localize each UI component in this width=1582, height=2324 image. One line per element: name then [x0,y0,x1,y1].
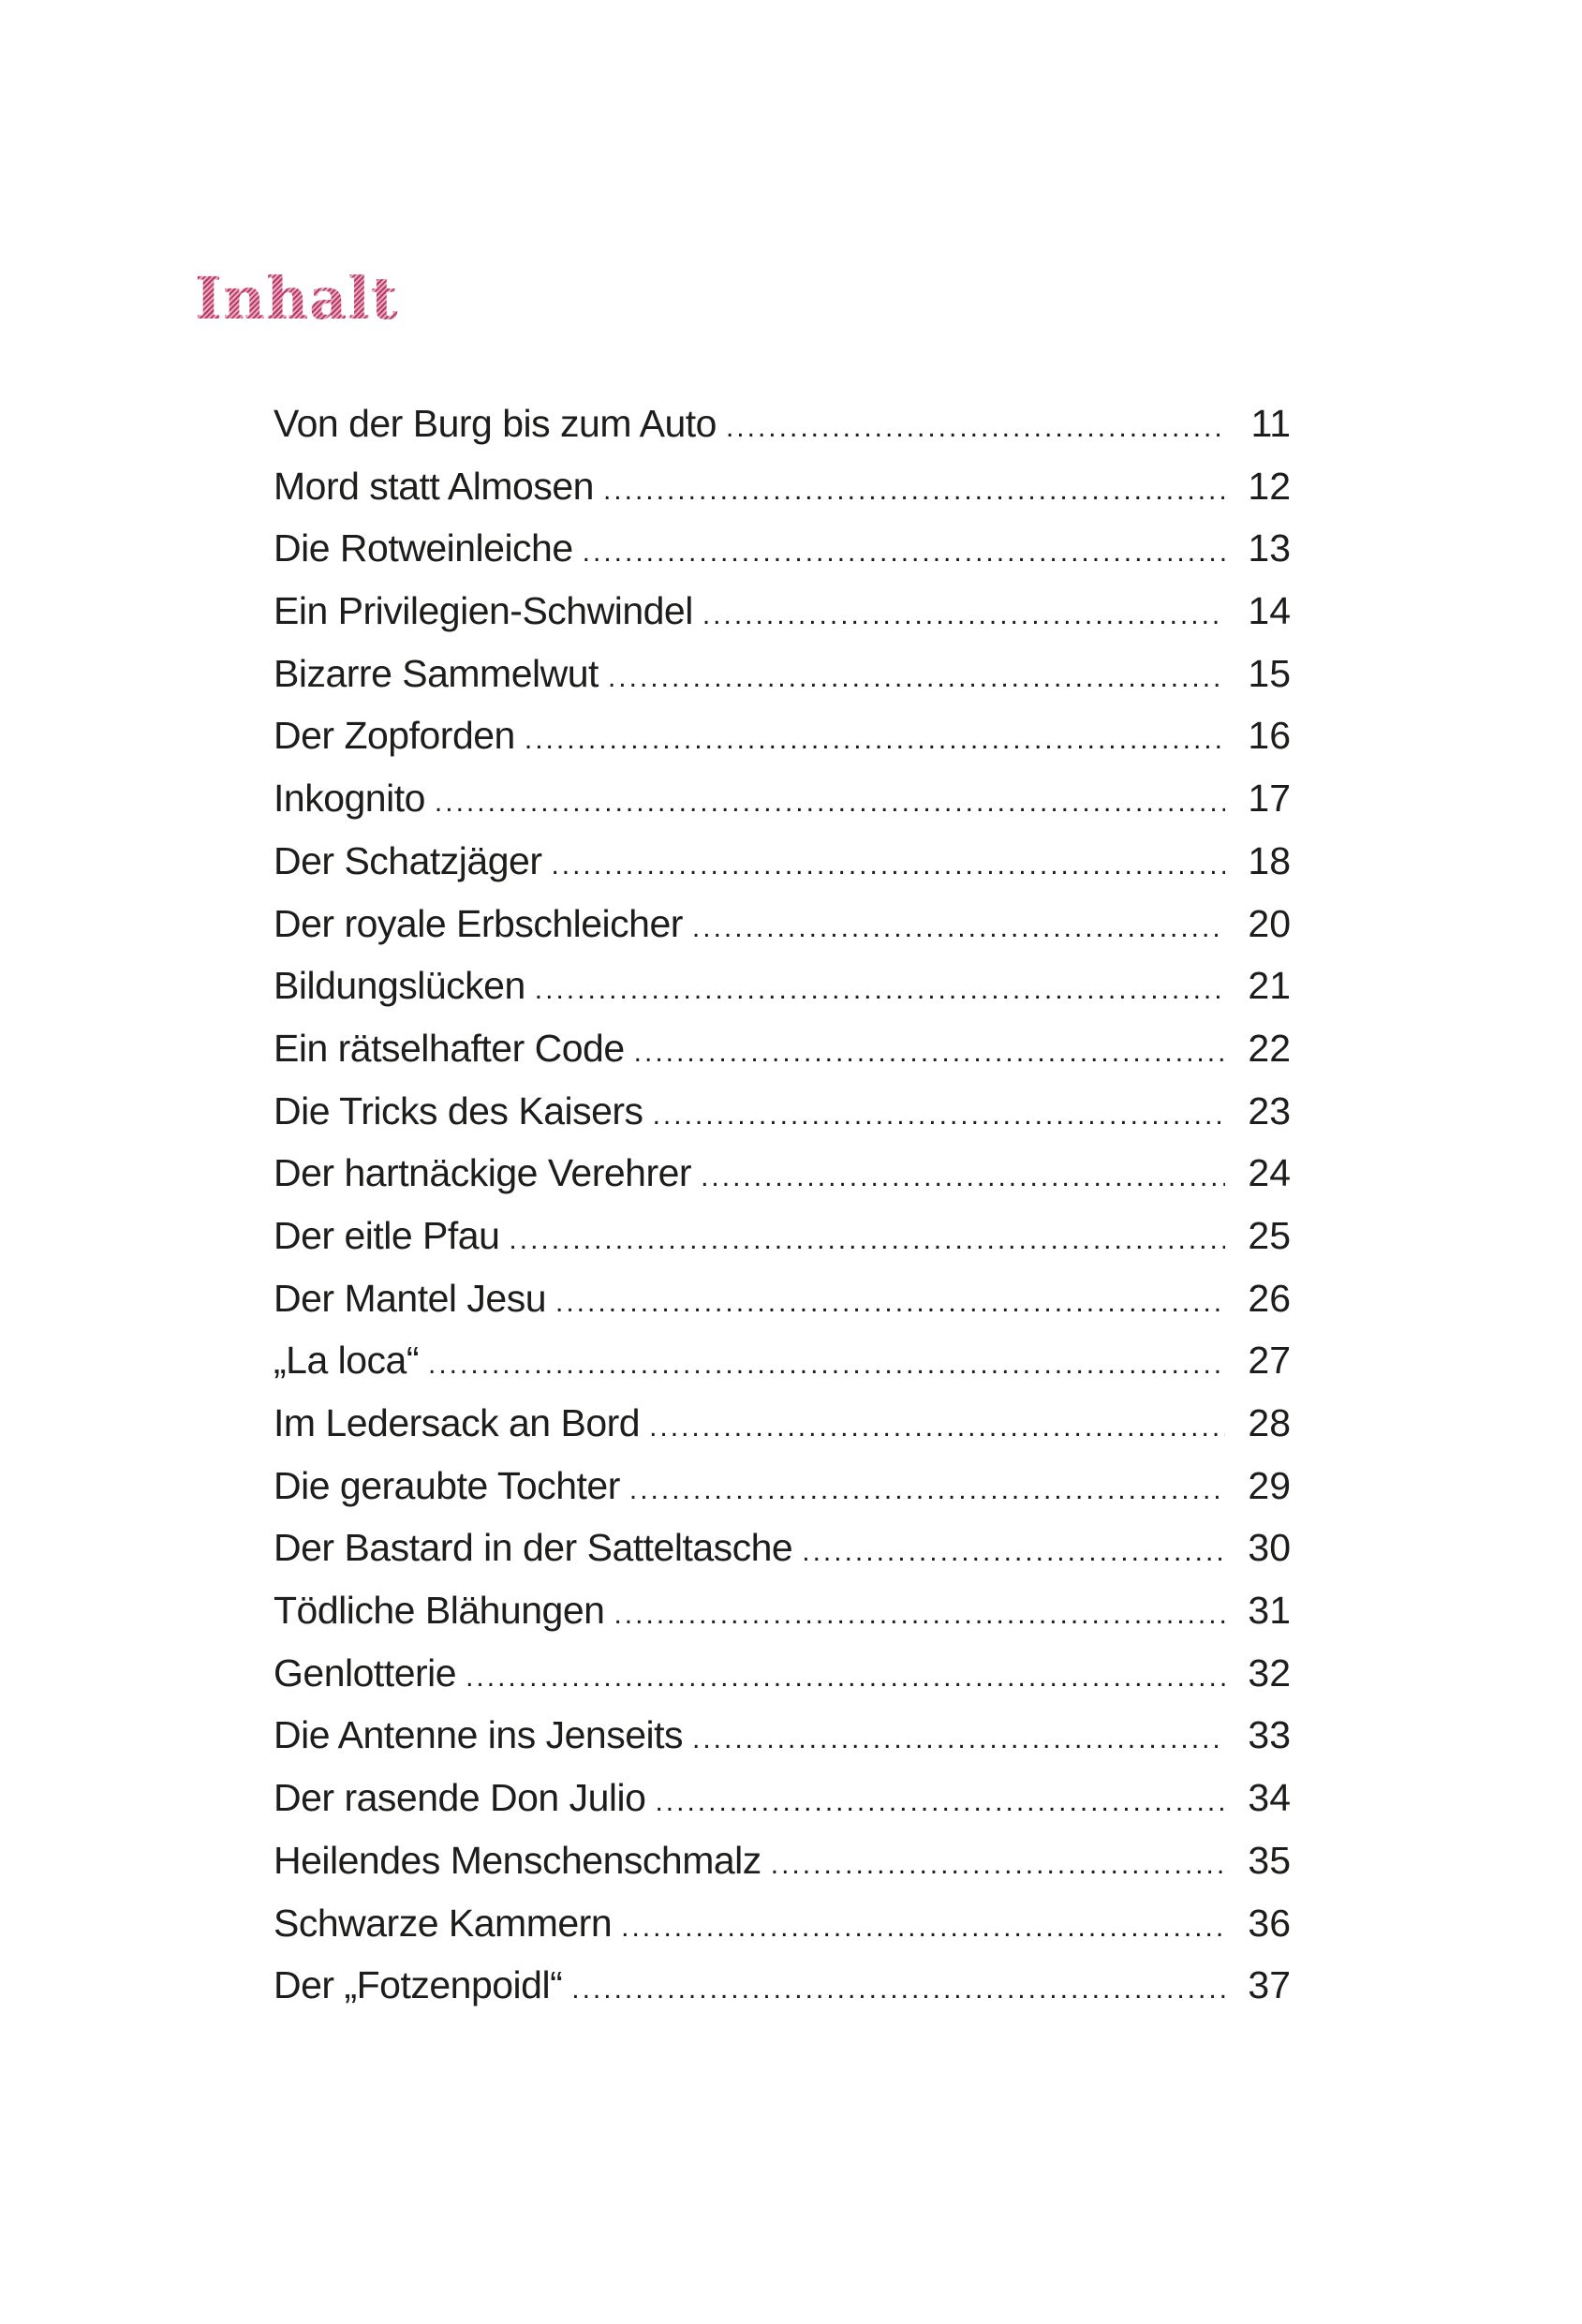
dot-leader [608,647,1225,710]
toc-entry-title: Der Mantel Jesu [274,1276,547,1320]
toc-entry-title: Ein rätselhafter Code [274,1026,625,1070]
dot-leader [702,585,1225,647]
toc-entry[interactable] [274,1579,1291,1642]
toc-entry-title: Der rasende Don Julio [274,1776,646,1820]
toc-entry-title: Die Antenne ins Jenseits [274,1713,683,1757]
toc-entry[interactable] [274,580,1291,643]
toc-entry[interactable] [274,830,1291,893]
dot-leader [649,1397,1225,1459]
toc-entry-page: 35 [1248,1838,1291,1882]
toc-entry-page: 27 [1248,1339,1291,1383]
table-of-contents [274,392,1291,2017]
toc-entry[interactable] [274,517,1291,580]
toc-entry-page: 36 [1248,1901,1291,1945]
toc-entry[interactable] [274,1392,1291,1455]
dot-leader [629,1459,1225,1522]
toc-entry-page: 14 [1248,589,1291,633]
toc-entry-page: 17 [1248,777,1291,821]
dot-leader [509,1209,1225,1272]
toc-entry[interactable] [274,1267,1291,1330]
toc-entry-page: 26 [1248,1276,1291,1320]
dot-leader [726,397,1225,460]
toc-entry-title: Die geraubte Tochter [274,1463,620,1507]
toc-entry[interactable] [274,643,1291,705]
toc-entry[interactable] [274,455,1291,518]
toc-entry[interactable] [274,1642,1291,1705]
toc-entry[interactable] [274,1767,1291,1829]
dot-leader [653,1085,1225,1147]
dot-leader [692,897,1225,960]
toc-entry-title: Der Zopforden [274,714,515,758]
toc-entry-title: Mord statt Almosen [274,464,594,508]
toc-entry-page: 22 [1248,1026,1291,1070]
toc-entry-title: Genlotterie [274,1650,457,1695]
toc-entry[interactable] [274,1517,1291,1579]
toc-entry-title: Die Rotweinleiche [274,526,573,570]
toc-entry-page: 37 [1248,1963,1291,2007]
dot-leader [621,1897,1225,1960]
toc-entry[interactable] [274,1954,1291,2017]
toc-entry-page: 33 [1248,1713,1291,1757]
dot-leader [802,1521,1225,1584]
toc-entry-page: 15 [1248,651,1291,695]
toc-entry-title: Der royale Erbschleicher [274,901,683,945]
toc-entry-title: Heilendes Menschenschmalz [274,1838,761,1882]
toc-entry[interactable] [274,767,1291,830]
toc-entry[interactable] [274,955,1291,1017]
toc-entry-page: 11 [1250,402,1291,445]
dot-leader [603,460,1225,523]
dot-leader [435,772,1225,835]
dot-leader [701,1147,1225,1209]
toc-entry[interactable] [274,1017,1291,1080]
toc-entry-page: 13 [1248,526,1291,570]
dot-leader [525,709,1225,772]
toc-entry-title: „La loca“ [274,1339,420,1383]
dot-leader [583,522,1225,585]
toc-entry-page: 30 [1248,1526,1291,1570]
toc-entry[interactable] [274,392,1291,455]
toc-entry-page: 29 [1248,1463,1291,1507]
toc-entry[interactable] [274,1080,1291,1143]
toc-entry-page: 32 [1248,1650,1291,1695]
dot-leader [466,1647,1225,1710]
dot-leader [551,835,1225,897]
toc-entry-page: 34 [1248,1776,1291,1820]
toc-entry-title: Der Schatzjäger [274,838,542,882]
toc-entry-page: 18 [1248,838,1291,882]
toc-entry-title: Der hartnäckige Verehrer [274,1151,692,1195]
toc-entry-title: Inkognito [274,777,425,821]
toc-entry[interactable] [274,1892,1291,1955]
toc-entry-title: Ein Privilegien-Schwindel [274,589,693,633]
toc-entry[interactable] [274,893,1291,955]
dot-leader [614,1584,1225,1647]
dot-leader [571,1959,1225,2021]
toc-entry[interactable] [274,704,1291,767]
toc-entry-title: Schwarze Kammern [274,1901,613,1945]
toc-entry-page: 21 [1248,964,1291,1008]
toc-entry[interactable] [274,1205,1291,1267]
toc-entry-page: 24 [1248,1151,1291,1195]
toc-entry-title: Der Bastard in der Satteltasche [274,1526,793,1570]
dot-leader [535,959,1225,1022]
toc-entry-page: 28 [1248,1401,1291,1444]
toc-entry-title: Von der Burg bis zum Auto [274,402,717,445]
dot-leader [428,1334,1225,1397]
toc-entry-page: 12 [1248,464,1291,508]
dot-leader [692,1709,1225,1771]
toc-entry-page: 16 [1248,714,1291,758]
page-title: Inhalt [195,264,399,333]
dot-leader [634,1022,1225,1085]
toc-entry[interactable] [274,1142,1291,1205]
toc-entry-title: Der „Fotzenpoidl“ [274,1963,563,2007]
toc-entry[interactable] [274,1704,1291,1767]
toc-entry-title: Die Tricks des Kaisers [274,1088,643,1132]
toc-entry[interactable] [274,1329,1291,1392]
toc-entry-page: 31 [1248,1589,1291,1633]
toc-entry[interactable] [274,1455,1291,1517]
toc-entry-page: 23 [1248,1088,1291,1132]
toc-entry-title: Der eitle Pfau [274,1213,500,1257]
dot-leader [655,1771,1225,1834]
toc-entry-title: Im Ledersack an Bord [274,1401,641,1444]
toc-entry-page: 20 [1248,901,1291,945]
toc-entry-title: Bizarre Sammelwut [274,651,599,695]
dot-leader [555,1272,1225,1335]
toc-entry-title: Bildungslücken [274,964,525,1008]
toc-entry-title: Tödliche Blähungen [274,1589,605,1633]
toc-entry[interactable] [274,1829,1291,1892]
dot-leader [771,1834,1225,1897]
toc-entry-page: 25 [1248,1213,1291,1257]
